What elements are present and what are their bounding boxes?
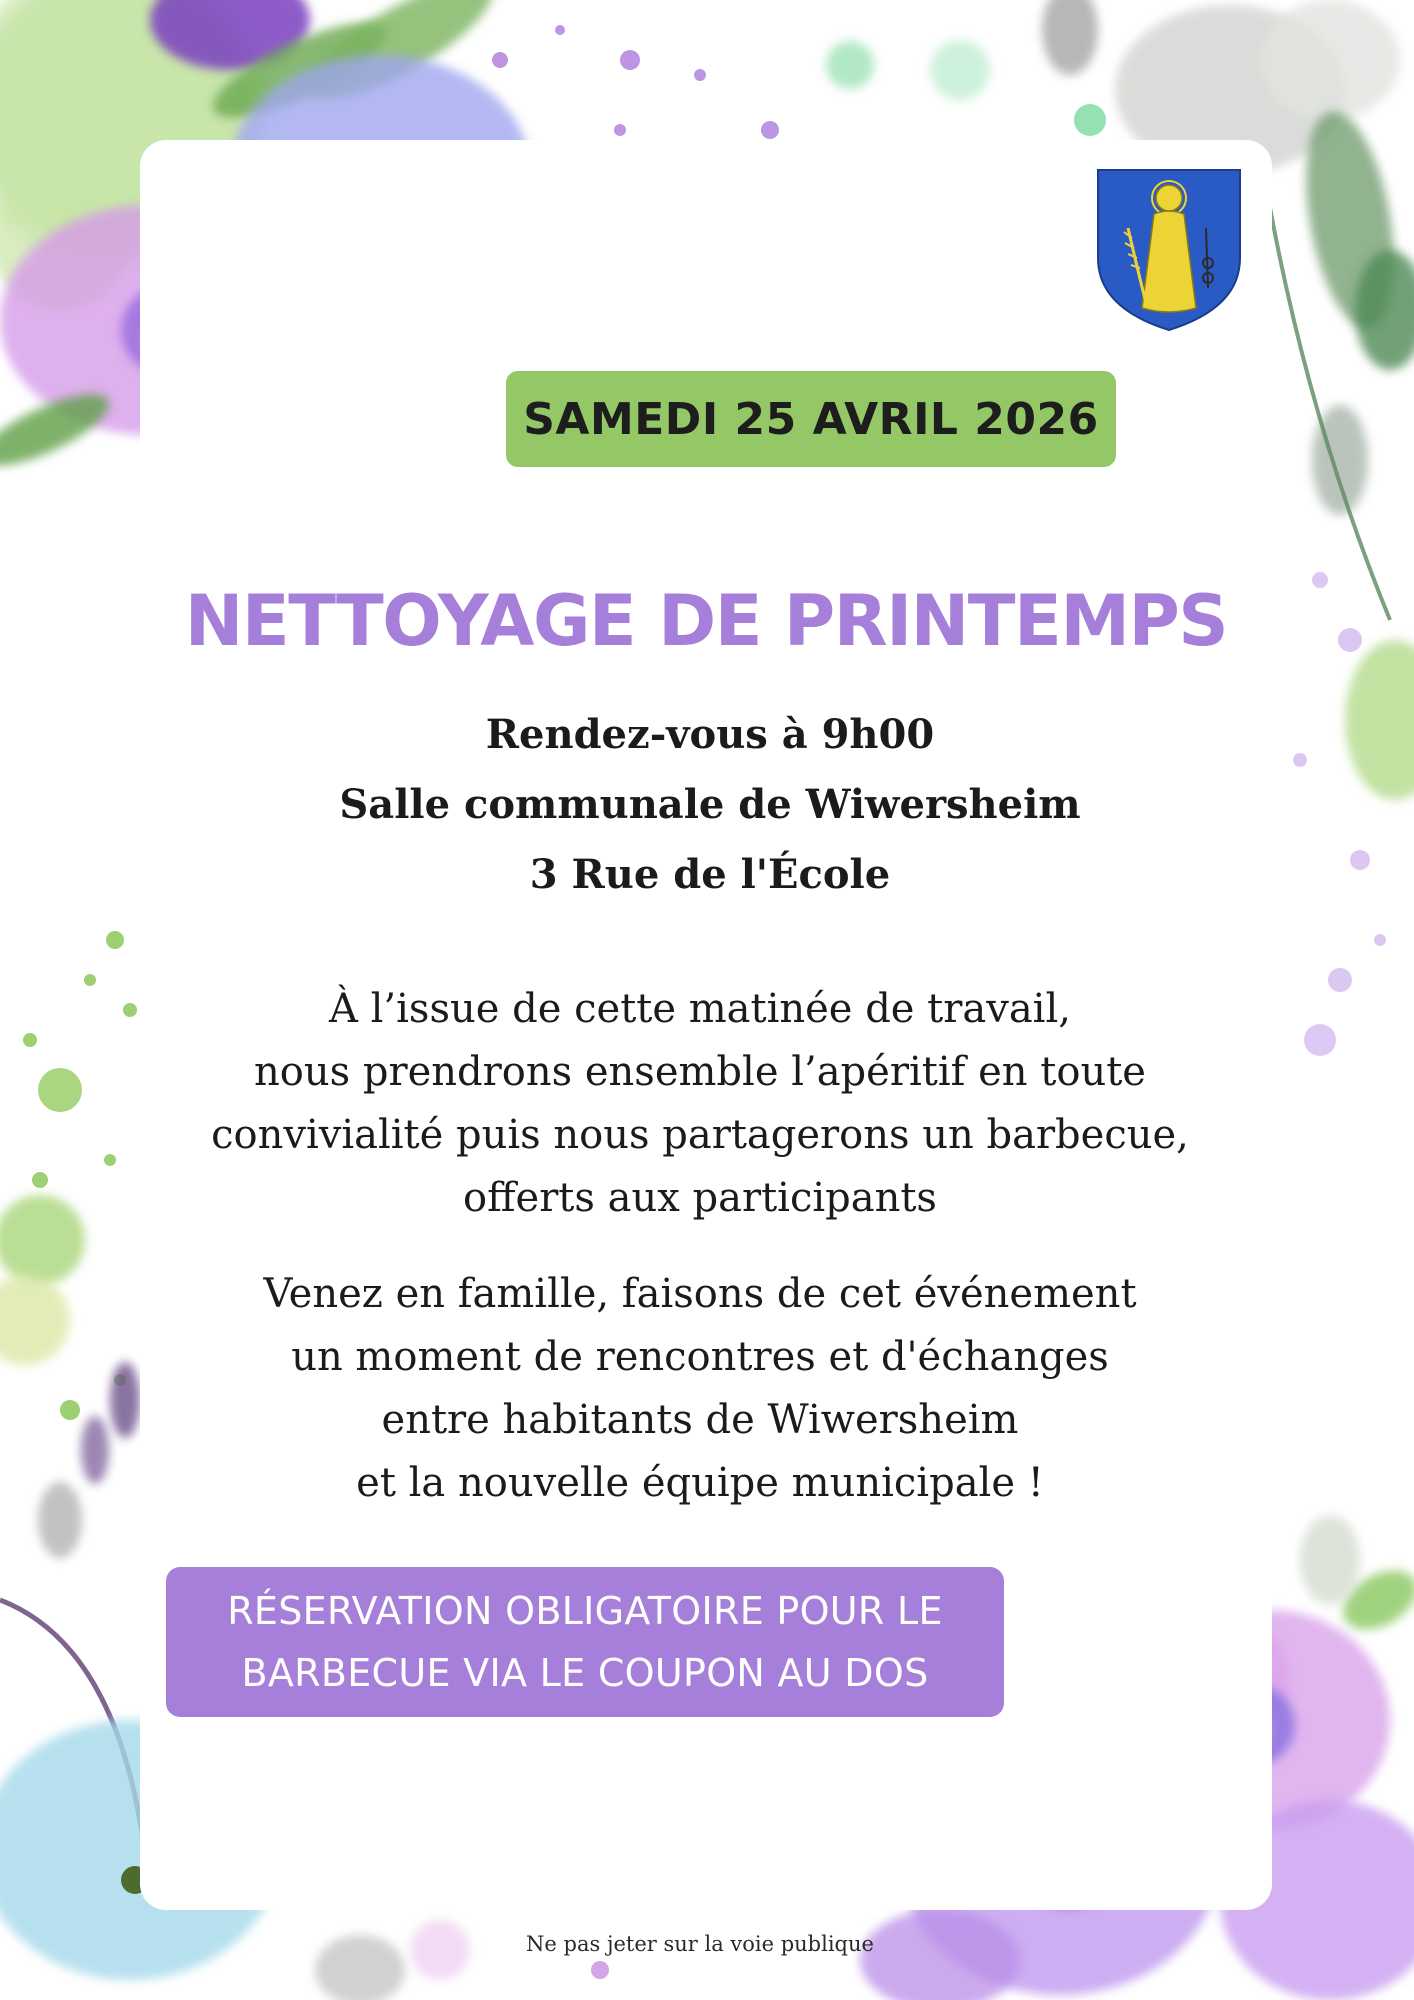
paragraph-line: un moment de rencontres et d'échanges (291, 1334, 1109, 1380)
coat-of-arms-icon (1096, 168, 1242, 332)
meeting-info (240, 700, 1180, 910)
paragraph-line: offerts aux participants (463, 1175, 937, 1221)
event-date-badge: SAMEDI 25 AVRIL 2026 (506, 371, 1116, 467)
description-paragraph-2 (180, 1263, 1220, 1515)
meeting-venue: Salle communale de Wiwersheim (339, 781, 1081, 828)
paragraph-line: convivialité puis nous partagerons un barbecue, (211, 1112, 1189, 1158)
meeting-street: 3 Rue de l'École (529, 851, 891, 898)
description-paragraph-1 (180, 978, 1220, 1230)
page-title: NETTOYAGE DE PRINTEMPS (184, 580, 1228, 662)
reservation-line: BARBECUE VIA LE COUPON AU DOS (241, 1651, 929, 1695)
left-splashes (0, 931, 137, 1420)
meeting-time: Rendez-vous à 9h00 (485, 711, 935, 758)
paragraph-line: entre habitants de Wiwersheim (381, 1397, 1019, 1443)
reservation-notice (166, 1567, 1004, 1717)
reservation-line: RÉSERVATION OBLIGATOIRE POUR LE (227, 1589, 943, 1633)
paragraph-line: nous prendrons ensemble l’apéritif en toute (254, 1049, 1146, 1095)
paragraph-line: et la nouvelle équipe municipale ! (356, 1460, 1044, 1506)
paragraph-line: Venez en famille, faisons de cet événement (263, 1271, 1137, 1317)
footer-note: Ne pas jeter sur la voie publique (526, 1932, 874, 1956)
paragraph-line: À l’issue de cette matinée de travail, (329, 986, 1071, 1032)
